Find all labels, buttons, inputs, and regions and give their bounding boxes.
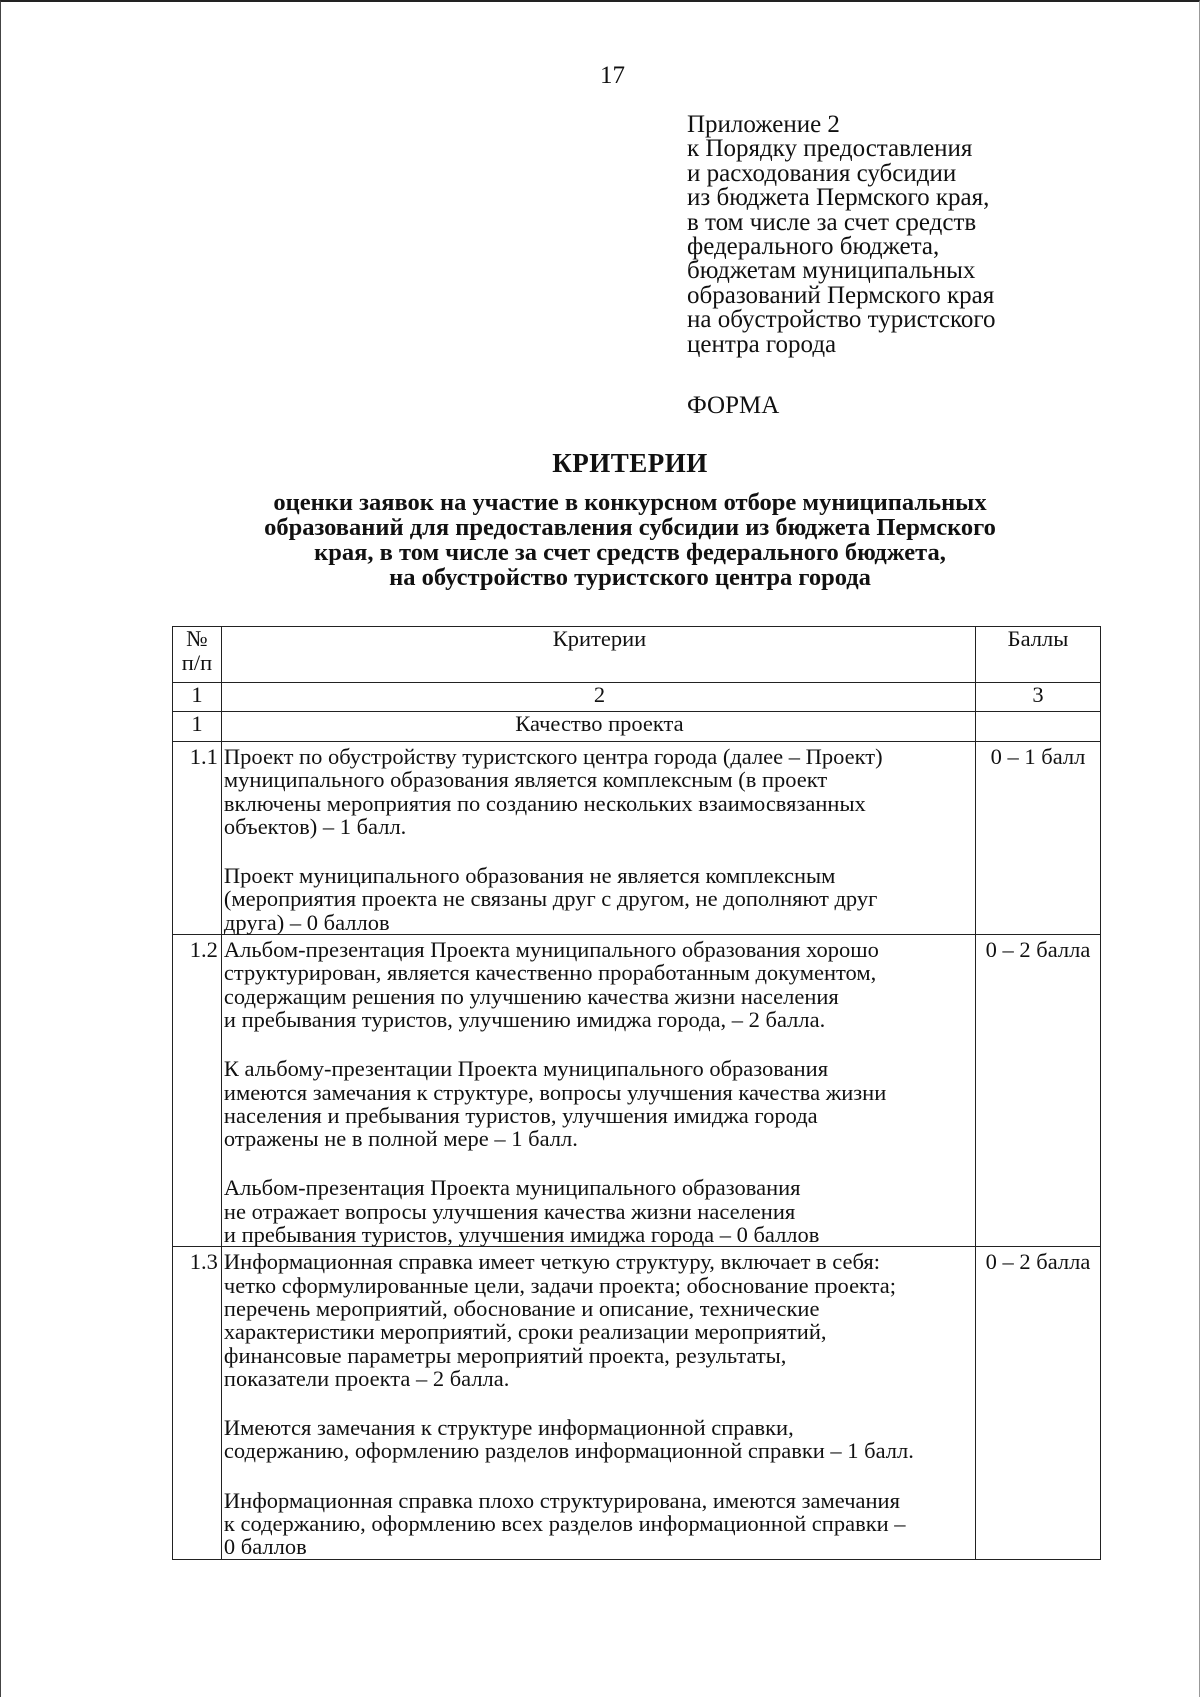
item-criteria: [221, 742, 975, 935]
text-line: показатели проекта – 2 балла.: [223, 1365, 510, 1391]
header-criteria-cell: Критерии: [221, 627, 975, 683]
text-line: муниципального образования является комплексным (в проект: [223, 767, 828, 793]
subtitle-line: образований для предоставления субсидии из бюджета Пермского: [264, 514, 996, 541]
appendix-line: центра города: [687, 330, 837, 358]
text-line: к содержанию, оформлению всех разделов информационной справки –: [223, 1511, 906, 1537]
header-num-abbr: п/п: [181, 650, 213, 675]
appendix-line: федерального бюджета,: [687, 233, 940, 261]
appendix-line: Приложение 2: [687, 111, 840, 138]
section-score-empty: [976, 712, 1101, 742]
text-line: объектов) – 1 балл.: [223, 813, 407, 839]
document-title: КРИТЕРИИ: [552, 448, 708, 478]
table-row: [173, 742, 1101, 935]
header-num-cell: [173, 627, 222, 683]
item-num: 1.2: [173, 935, 222, 1247]
text-line: и пребывания туристов, улучшению имиджа города, – 2 балла.: [223, 1006, 826, 1032]
section-row: [173, 712, 1101, 742]
criteria-paragraph: [224, 1247, 975, 1390]
item-num: 1.1: [173, 742, 222, 935]
page-number: 17: [600, 62, 625, 89]
index-cell-2: 2: [221, 683, 975, 712]
text-line: (мероприятия проекта не связаны друг с другом, не дополняют друг: [223, 886, 878, 912]
criteria-table: [172, 626, 1101, 1560]
appendix-line: образований Пермского края: [687, 281, 995, 309]
text-line: структурирован, является качественно проработанным документом,: [223, 960, 877, 986]
index-cell-3: 3: [976, 683, 1101, 712]
table-row: [173, 1247, 1101, 1559]
header-score-cell: Баллы: [976, 627, 1101, 683]
criteria-paragraph: [224, 742, 975, 838]
text-line: Проект по обустройству туристского центра города (далее – Проект): [223, 744, 883, 769]
text-line: четко сформулированные цели, задачи проекта; обоснование проекта;: [223, 1272, 897, 1298]
item-criteria: [221, 935, 975, 1247]
text-line: характеристики мероприятий, сроки реализации мероприятий,: [223, 1319, 827, 1345]
column-index-row: [173, 683, 1101, 712]
form-label: ФОРМА: [687, 392, 780, 419]
criteria-paragraph: [224, 1054, 975, 1150]
subtitle-line: оценки заявок на участие в конкурсном отборе муниципальных: [273, 489, 987, 516]
item-score: 0 – 2 балла: [976, 1247, 1101, 1559]
text-line: содержащим решения по улучшению качества жизни населения: [223, 983, 839, 1009]
header-num-symbol: №: [186, 626, 208, 651]
appendix-line: бюджетам муниципальных: [687, 257, 976, 285]
text-line: Информационная справка плохо структурирована, имеются замечания: [223, 1487, 900, 1513]
text-line: содержанию, оформлению разделов информационной справки – 1 балл.: [223, 1438, 914, 1464]
appendix-note: [687, 113, 996, 357]
text-line: Альбом-презентация Проекта муниципального образования: [223, 1175, 801, 1201]
text-line: К альбому-презентации Проекта муниципального образования: [223, 1056, 829, 1082]
text-line: друга) – 0 баллов: [223, 909, 390, 935]
item-score: 0 – 1 балл: [976, 742, 1101, 935]
item-score: 0 – 2 балла: [976, 935, 1101, 1247]
criteria-paragraph: [224, 1173, 975, 1246]
text-line: 0 баллов: [223, 1534, 307, 1560]
text-line: Имеются замечания к структуре информационной справки,: [223, 1415, 794, 1441]
table-row: [173, 935, 1101, 1247]
appendix-line: и расходования субсидии: [687, 159, 957, 187]
appendix-line: из бюджета Пермского края,: [687, 184, 990, 212]
text-line: населения и пребывания туристов, улучшения имиджа города: [223, 1102, 818, 1128]
text-line: финансовые параметры мероприятий проекта, результаты,: [223, 1342, 787, 1368]
section-num: 1: [173, 712, 222, 742]
subtitle-line: на обустройство туристского центра города: [389, 564, 871, 591]
appendix-line: на обустройство туристского: [687, 306, 996, 334]
text-line: имеются замечания к структуре, вопросы улучшения качества жизни: [223, 1079, 887, 1105]
criteria-paragraph: [224, 861, 975, 934]
text-line: включены мероприятия по созданию нескольких взаимосвязанных: [223, 790, 866, 816]
table-header-row: [173, 627, 1101, 683]
appendix-line: в том числе за счет средств: [687, 208, 977, 236]
text-line: перечень мероприятий, обоснование и описание, технические: [223, 1295, 820, 1321]
text-line: Информационная справка имеет четкую структуру, включает в себя:: [223, 1249, 881, 1275]
item-num: 1.3: [173, 1247, 222, 1559]
text-line: и пребывания туристов, улучшения имиджа города – 0 баллов: [223, 1222, 820, 1248]
section-title: Качество проекта: [221, 712, 975, 742]
appendix-line: к Порядку предоставления: [687, 135, 973, 163]
text-line: Альбом-презентация Проекта муниципального образования хорошо: [223, 937, 879, 963]
text-line: отражены не в полной мере – 1 балл.: [223, 1126, 578, 1152]
text-line: Проект муниципального образования не является комплексным: [223, 863, 836, 889]
document-subtitle: [150, 490, 1110, 590]
text-line: не отражает вопросы улучшения качества жизни населения: [223, 1198, 796, 1224]
subtitle-line: края, в том числе за счет средств федерального бюджета,: [314, 539, 946, 566]
criteria-paragraph: [224, 1413, 975, 1463]
index-cell-1: 1: [173, 683, 222, 712]
criteria-paragraph: [224, 1486, 975, 1559]
item-criteria: [221, 1247, 975, 1559]
criteria-paragraph: [224, 935, 975, 1031]
